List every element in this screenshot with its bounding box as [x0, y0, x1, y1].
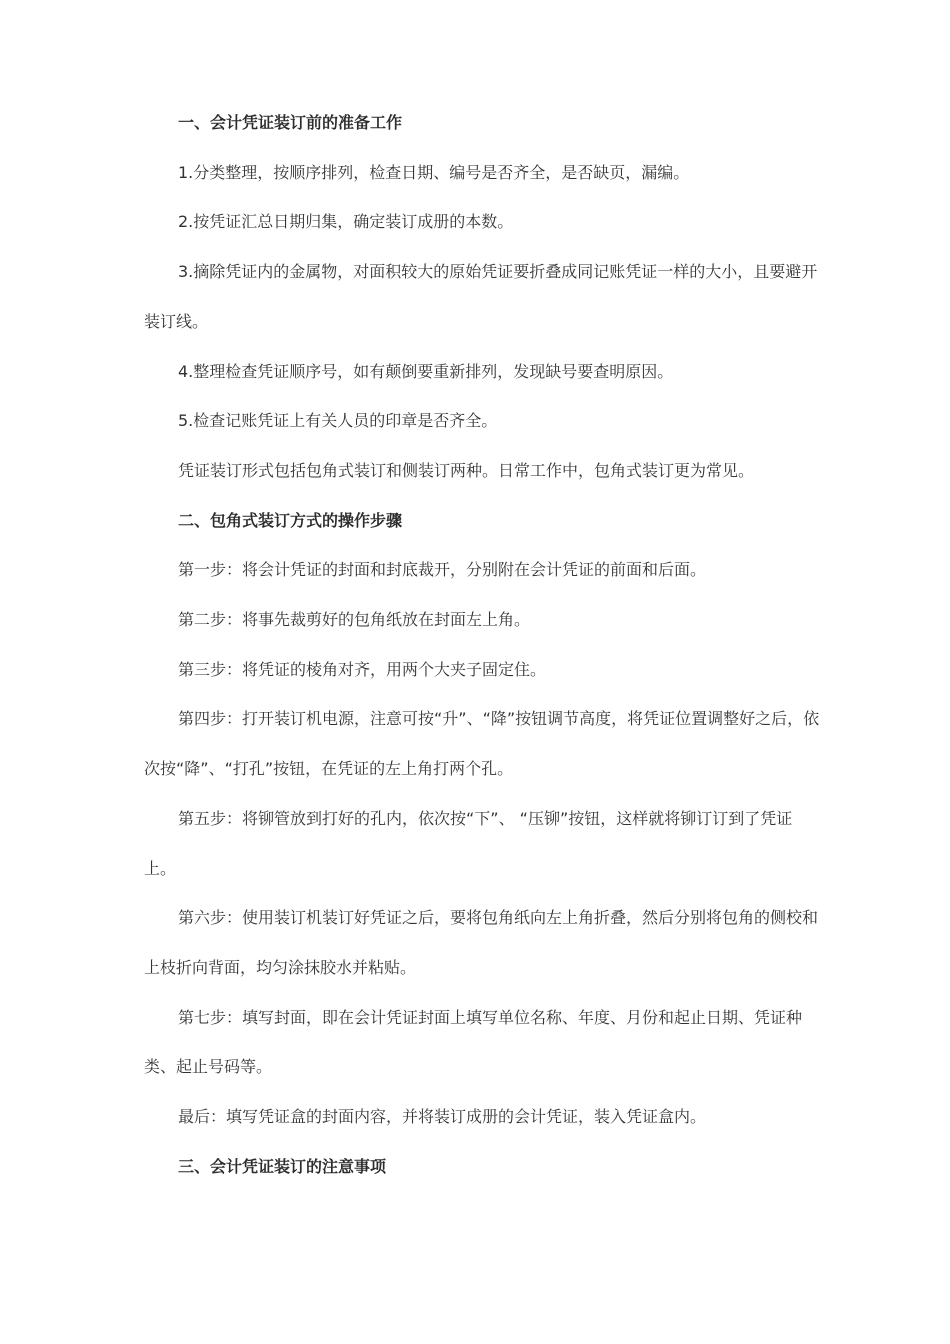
- prep-item-5: 5.检查记账凭证上有关人员的印章是否齐全。: [178, 411, 498, 431]
- step-final: 最后：填写凭证盒的封面内容，并将装订成册的会计凭证，装入凭证盒内。: [178, 1107, 707, 1127]
- step-6: 第六步：使用装订机装订好凭证之后，要将包角纸向左上角折叠，然后分别将包角的侧校和上枝折向背面，均匀涂抹胶水并粘贴。: [144, 908, 819, 977]
- step-5: 第五步：将铆管放到打好的孔内，依次按“下”、 “压铆”按钮，这样就将铆订订到了凭证上。: [144, 808, 793, 878]
- section-heading-steps: 二、包角式装订方式的操作步骤: [178, 510, 403, 530]
- prep-item-4: 4.整理检查凭证顺序号，如有颠倒要重新排列，发现缺号要查明原因。: [178, 361, 674, 381]
- prep-item-3: 3.摘除凭证内的金属物，对面积较大的原始凭证要折叠成同记账凭证一样的大小，且要避开装订线。: [144, 262, 818, 331]
- section-heading-preparation: 一、会计凭证装订前的准备工作: [178, 113, 403, 132]
- step-7: 第七步：填写封面，即在会计凭证封面上填写单位名称、年度、月份和起止日期、凭证种类、起止号码等。: [144, 1007, 803, 1077]
- binding-forms-paragraph: 凭证装订形式包括包角式装订和侧装订两种。日常工作中，包角式装订更为常见。: [178, 460, 755, 480]
- section-heading-notes: 三、会计凭证装订的注意事项: [178, 1156, 387, 1176]
- step-4: 第四步：打开装订机电源，注意可按“升”、“降”按钮调节高度，将凭证位置调整好之后，依次按“降”、“打孔”按钮，在凭证的左上角打两个孔。: [144, 709, 820, 779]
- step-2: 第二步：将事先裁剪好的包角纸放在封面左上角。: [178, 610, 531, 630]
- document-body: [144, 98, 824, 1191]
- prep-item-1: 1.分类整理，按顺序排列，检查日期、编号是否齐全，是否缺页，漏编。: [178, 162, 690, 182]
- step-1: 第一步：将会计凭证的封面和封底裁开，分别附在会计凭证的前面和后面。: [178, 560, 707, 580]
- step-3: 第三步：将凭证的棱角对齐，用两个大夹子固定住。: [178, 659, 547, 679]
- prep-item-2: 2.按凭证汇总日期归集，确定装订成册的本数。: [178, 212, 514, 232]
